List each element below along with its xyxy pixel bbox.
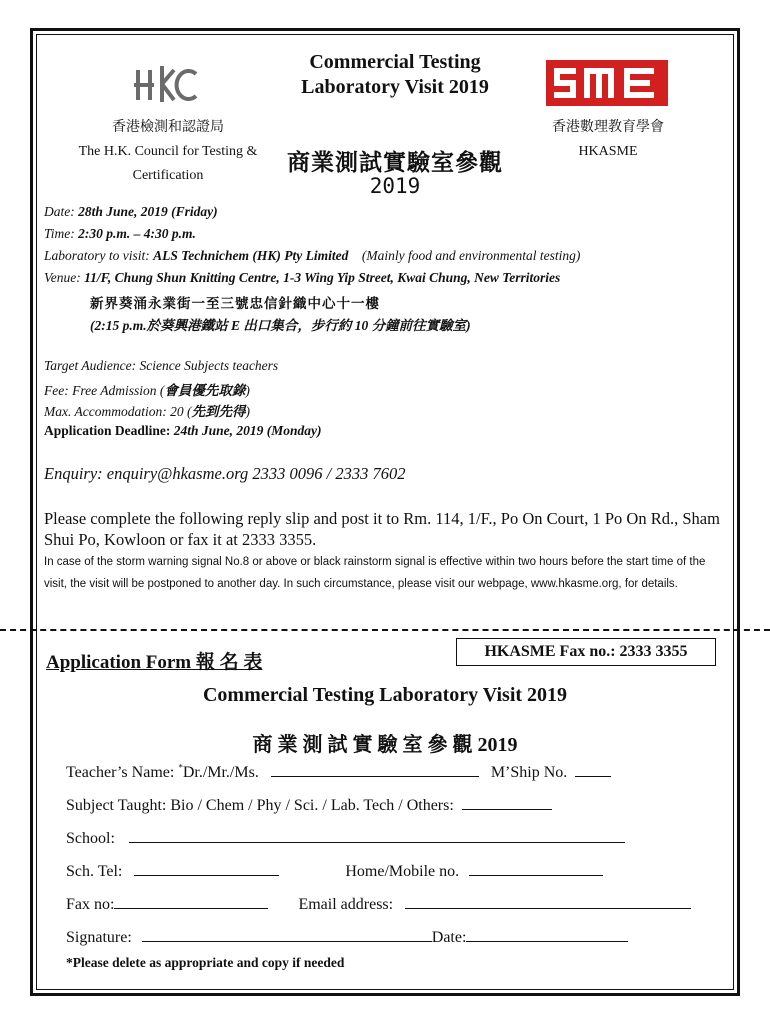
event-date: 28th June, 2019 (Friday) xyxy=(78,204,218,219)
event-title-chinese: 商業測試實驗室參觀 xyxy=(287,150,503,175)
signature-field[interactable] xyxy=(142,927,432,942)
fax-email-row: Fax no: Email address: xyxy=(66,894,691,914)
signature-row: Signature: Date: xyxy=(66,927,628,947)
lab-note: (Mainly food and environmental testing) xyxy=(361,248,581,263)
title-line-2: Laboratory Visit 2019 xyxy=(301,76,489,98)
application-form-heading: Application Form 報 名 表 xyxy=(46,652,263,673)
event-title xyxy=(280,50,510,100)
venue-line: Venue: 11/F, Chung Shun Knitting Centre, 1-3 Wing Yip Street, Kwai Chung, New Territories xyxy=(44,270,561,285)
target-audience: Target Audience: Science Subjects teachers xyxy=(44,358,279,373)
sme-logo xyxy=(546,60,668,106)
organizer-hkasme xyxy=(528,116,688,164)
event-time: 2:30 p.m. – 4:30 p.m. xyxy=(78,226,196,241)
telephone-row: Sch. Tel: Home/Mobile no. xyxy=(66,861,603,881)
time-line: Time: 2:30 p.m. – 4:30 p.m. xyxy=(44,226,196,241)
event-year: 2019 xyxy=(369,174,421,198)
fax-number-box: HKASME Fax no.: 2333 3355 xyxy=(456,638,716,666)
school-field[interactable] xyxy=(129,828,625,843)
fee-line: Fee: Free Admission (會員優先取錄) xyxy=(44,383,250,398)
enquiry-line: Enquiry: enquiry@hkasme.org 2333 0096 / 2333 7602 xyxy=(44,464,406,483)
hkctc-name-line-2: Certification xyxy=(132,168,204,183)
school-row: School: xyxy=(66,828,625,848)
fax-field[interactable] xyxy=(114,894,268,909)
title-line-1: Commercial Testing xyxy=(309,51,481,73)
organizer-hkctc xyxy=(58,116,278,188)
teacher-name-row: Teacher’s Name: *Dr./Mr./Ms. M’Ship No. xyxy=(66,762,611,782)
school-tel-field[interactable] xyxy=(134,861,279,876)
meeting-point: (2:15 p.m.於葵興港鐵站 E 出口集合，步行約 10 分鐘前往實驗室) xyxy=(90,318,471,333)
form-footnote: *Please delete as appropriate and copy if needed xyxy=(66,955,345,970)
reply-instructions: Please complete the following reply slip and post it to Rm. 114, 1/F., Po On Court, 1 Po On Rd., Sham Shui Po, Kowloon or fax it at 2333 3355. xyxy=(44,509,720,549)
hkasme-chinese-name: 香港數理教育學會 xyxy=(552,120,664,135)
cut-line xyxy=(0,629,770,631)
venue-address: 11/F, Chung Shun Knitting Centre, 1-3 Wing Yip Street, Kwai Chung, New Territories xyxy=(84,270,561,285)
date-field[interactable] xyxy=(466,927,628,942)
hkctc-chinese-name: 香港檢測和認證局 xyxy=(112,120,224,135)
mobile-field[interactable] xyxy=(469,861,603,876)
membership-number-field[interactable] xyxy=(575,762,611,777)
deadline-date: 24th June, 2019 (Monday) xyxy=(173,423,322,438)
date-line: Date: 28th June, 2019 (Friday) xyxy=(44,204,218,219)
storm-notice: In case of the storm warning signal No.8 or above or black rainstorm signal is effective within two hours before the start time of the visit, the visit will be postponed to another day. In such circumstance, please visit our webpage, www.hkasme.org, for details. xyxy=(44,556,706,590)
hkasme-name: HKASME xyxy=(578,144,638,159)
max-accommodation: Max. Accommodation: 20 (先到先得) xyxy=(44,404,250,419)
subject-others-field[interactable] xyxy=(462,795,552,810)
teacher-name-field[interactable] xyxy=(271,762,479,777)
form-title: Commercial Testing Laboratory Visit 2019 xyxy=(202,684,568,706)
lab-line: Laboratory to visit: ALS Technichem (HK) Pty Limited (Mainly food and environmental testing) xyxy=(44,248,581,263)
subject-row: Subject Taught: Bio / Chem / Phy / Sci. / Lab. Tech / Others: xyxy=(66,795,552,815)
lab-name: ALS Technichem (HK) Pty Limited xyxy=(153,248,349,263)
deadline-line: Application Deadline: 24th June, 2019 (Monday) xyxy=(44,423,322,438)
hkctc-name-line-1: The H.K. Council for Testing & xyxy=(78,144,258,159)
form-title-chinese: 商 業 測 試 實 驗 室 參 觀 2019 xyxy=(252,734,518,756)
venue-chinese: 新界葵涌永業街一至三號忠信針織中心十一樓 xyxy=(90,296,380,311)
hkctc-logo xyxy=(128,62,200,104)
email-field[interactable] xyxy=(405,894,691,909)
